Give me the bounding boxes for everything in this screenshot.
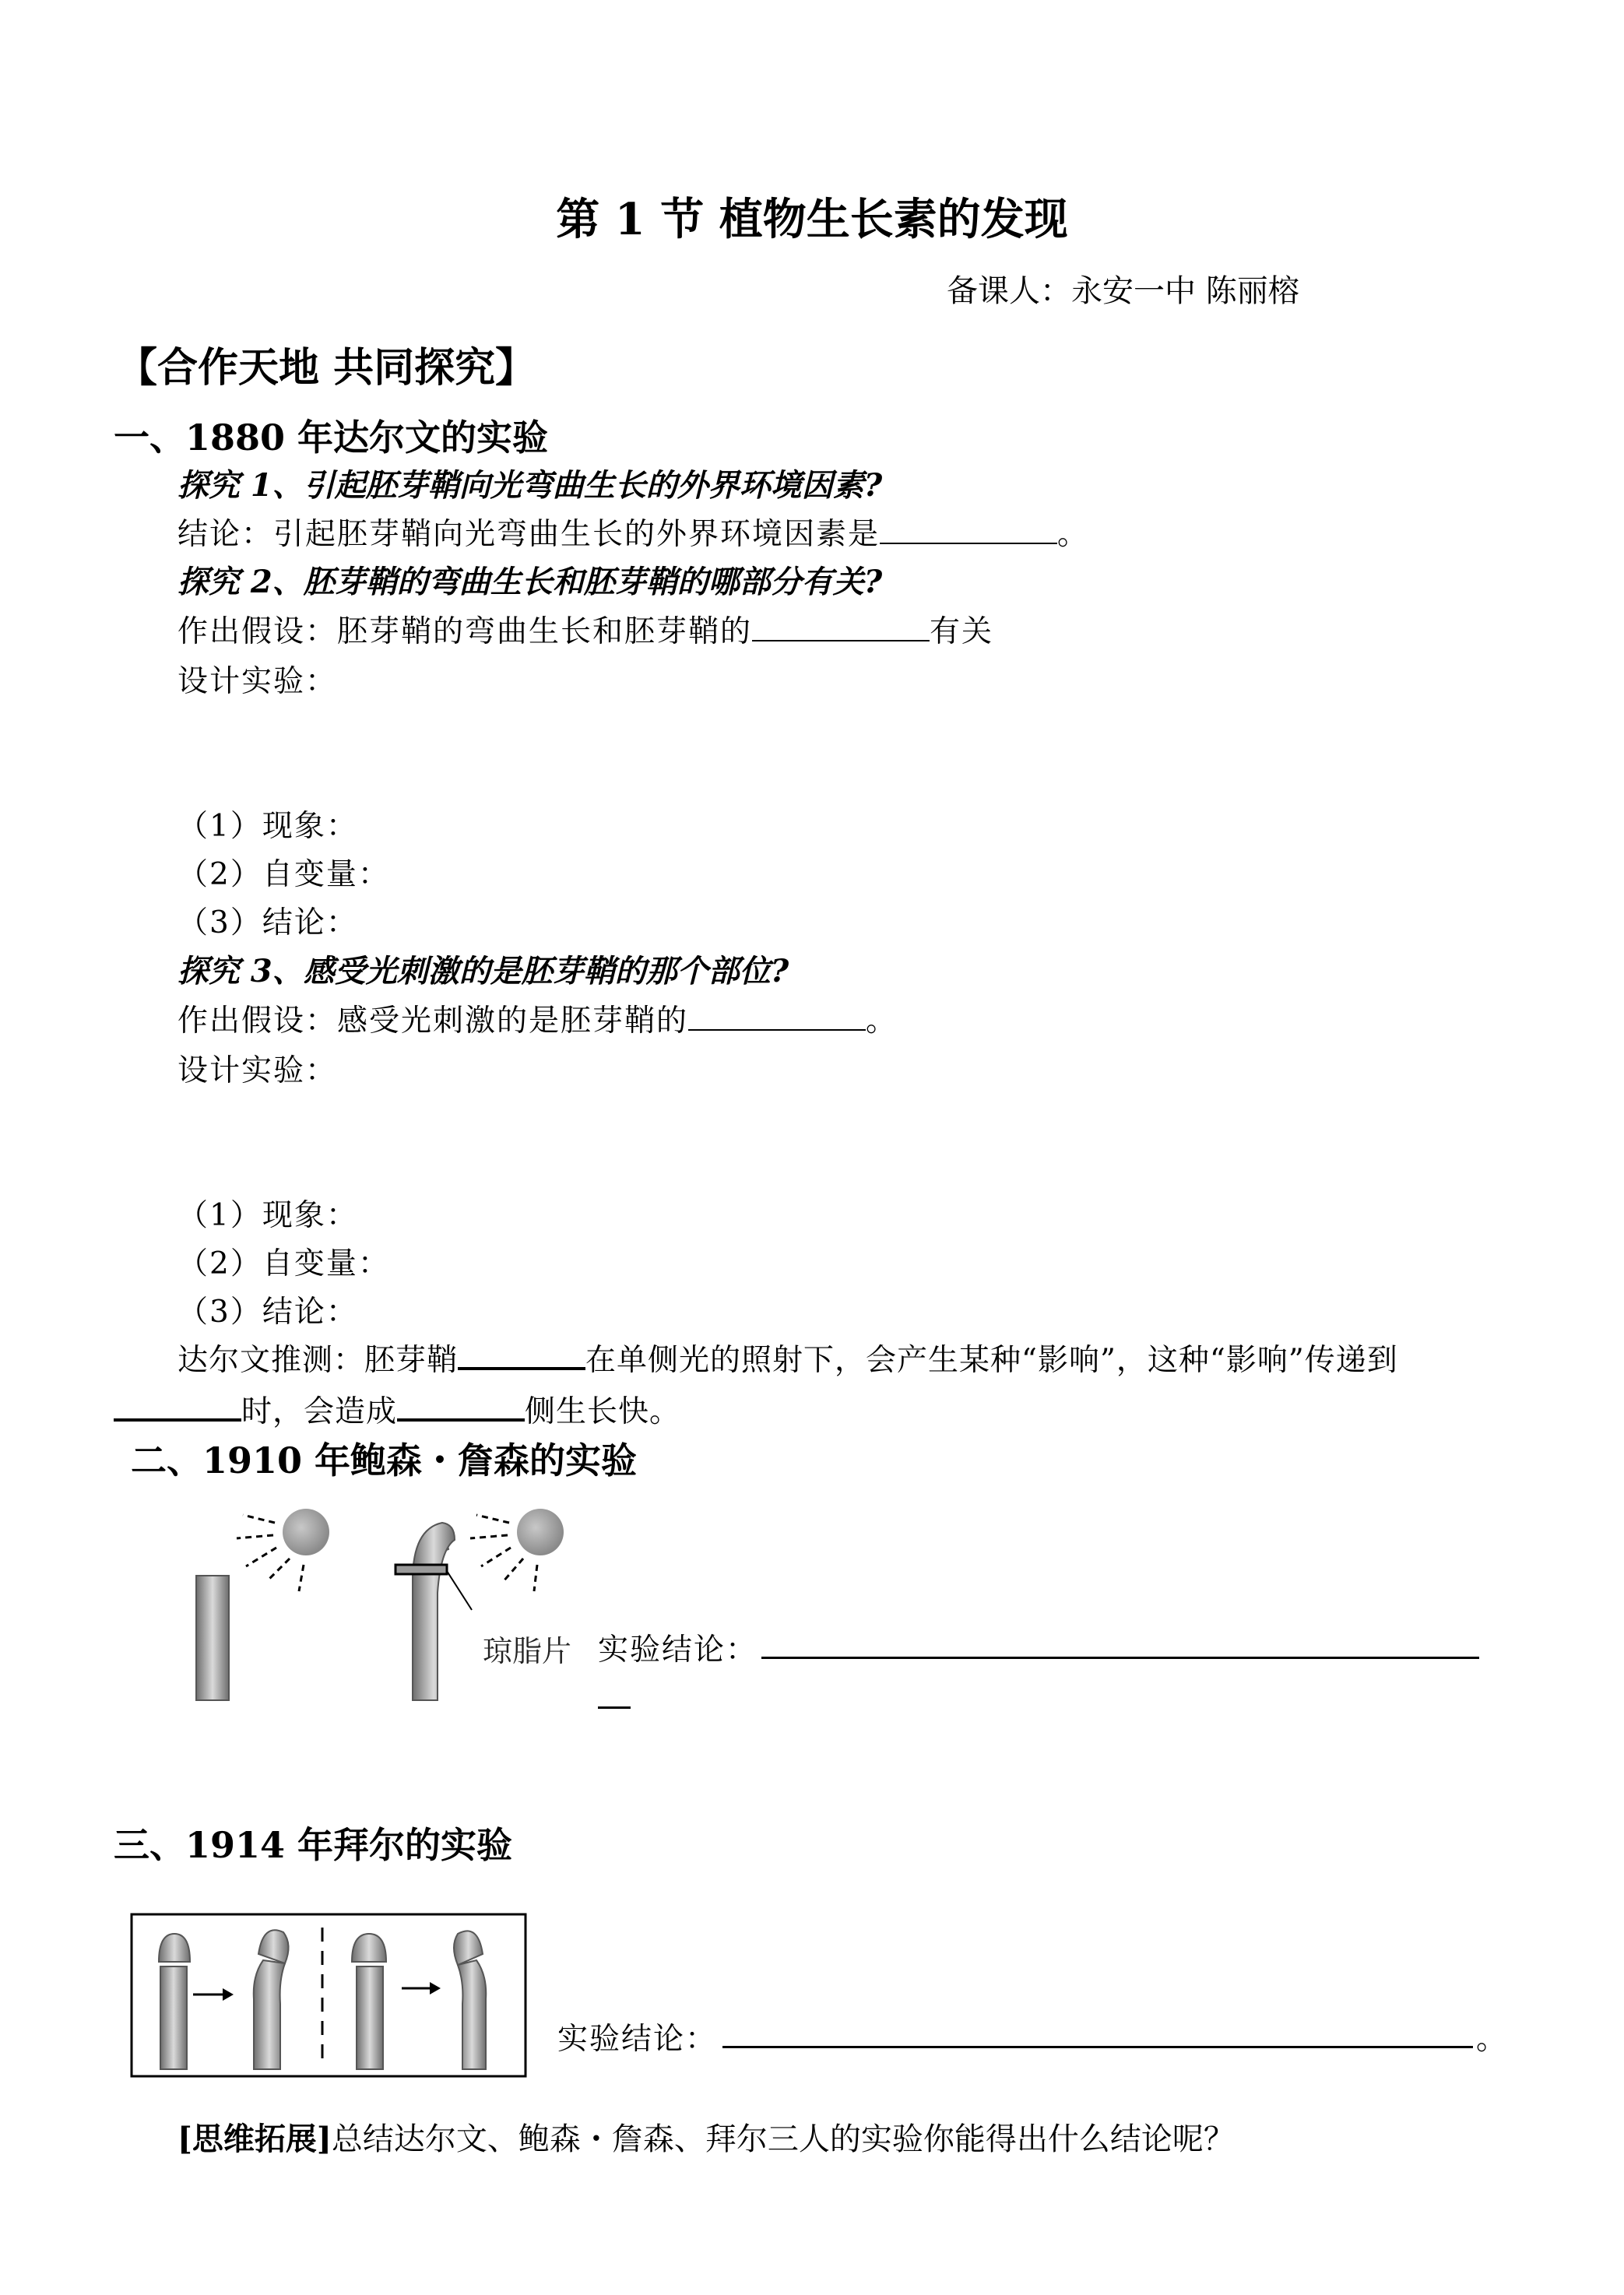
section3-heading: 三、1914 年拜尔的实验 xyxy=(114,1824,513,1866)
inquiry3-conclusion: （3）结论： xyxy=(178,1295,358,1330)
paal-diagram xyxy=(131,1914,528,2079)
answer-blank[interactable] xyxy=(880,542,1057,544)
agar-label: 琼脂片 xyxy=(483,1634,572,1668)
agar-block xyxy=(395,1565,447,1574)
inquiry2-conclusion: （3）结论： xyxy=(178,905,358,940)
section-banner: 【合作天地 共同探究】 xyxy=(117,345,536,392)
boysen-jensen-answer-line-2[interactable] xyxy=(598,1706,631,1709)
inquiry3-variable: （2）自变量： xyxy=(178,1246,390,1281)
page-title: 第 1 节 植物生长素的发现 xyxy=(556,194,1068,245)
light-source-1 xyxy=(237,1509,329,1591)
straight-coleoptile xyxy=(196,1576,229,1700)
answer-blank[interactable] xyxy=(114,1418,241,1422)
answer-blank[interactable] xyxy=(397,1418,525,1422)
darwin-inference-line1: 达尔文推测：胚芽鞘 在单侧光的照射下，会产生某种“影响”，这种“影响”传递到 xyxy=(178,1343,1398,1378)
paal-answer-line[interactable] xyxy=(722,2046,1473,2048)
author-line: 备课人：永安一中 陈丽榕 xyxy=(947,273,1299,309)
inquiry3-hypothesis: 作出假设：感受光刺激的是胚芽鞘的 。 xyxy=(178,1003,898,1039)
darwin-inference-line2: 时，会造成 侧生长快。 xyxy=(114,1387,680,1431)
section1-heading: 一、1880 年达尔文的实验 xyxy=(114,416,549,459)
boysen-jensen-diagram xyxy=(187,1495,592,1713)
answer-blank[interactable] xyxy=(752,639,930,641)
inquiry1-question: 探究 1、引起胚芽鞘向光弯曲生长的外界环境因素? xyxy=(178,467,883,504)
paal-end-mark: 。 xyxy=(1476,2022,1509,2057)
paal-conclusion-label: 实验结论： xyxy=(557,2022,718,2057)
inquiry3-design-label: 设计实验： xyxy=(178,1053,338,1088)
inquiry2-question: 探究 2、胚芽鞘的弯曲生长和胚芽鞘的哪部分有关? xyxy=(178,564,883,600)
answer-blank[interactable] xyxy=(688,1028,866,1031)
boysen-jensen-conclusion-label: 实验结论： xyxy=(598,1633,758,1668)
thinking-extension xyxy=(178,2114,1235,2159)
section2-heading: 二、1910 年鲍森・詹森的实验 xyxy=(131,1439,638,1481)
paal-tip-displaced-right xyxy=(352,1934,386,2069)
extension-text: 总结达尔文、鲍森・詹森、拜尔三人的实验你能得出什么结论呢？ xyxy=(331,2121,1235,2157)
inquiry2-hypothesis: 作出假设：胚芽鞘的弯曲生长和胚芽鞘的 有关 xyxy=(178,614,994,649)
inquiry3-question: 探究 3、感受光刺激的是胚芽鞘的那个部位? xyxy=(178,953,789,989)
light-source-2 xyxy=(470,1509,564,1591)
inquiry1-conclusion: 结论：引起胚芽鞘向光弯曲生长的外界环境因素是 。 xyxy=(178,517,1090,552)
answer-blank[interactable] xyxy=(458,1366,585,1370)
curved-coleoptile-with-agar xyxy=(395,1523,472,1700)
inquiry2-phenomenon: （1）现象： xyxy=(178,809,358,844)
inquiry3-phenomenon: （1）现象： xyxy=(178,1198,358,1233)
boysen-jensen-answer-line[interactable] xyxy=(761,1657,1479,1659)
inquiry2-variable: （2）自变量： xyxy=(178,857,390,892)
extension-tag: [思维拓展] xyxy=(178,2121,332,2157)
inquiry2-design-label: 设计实验： xyxy=(178,664,338,699)
